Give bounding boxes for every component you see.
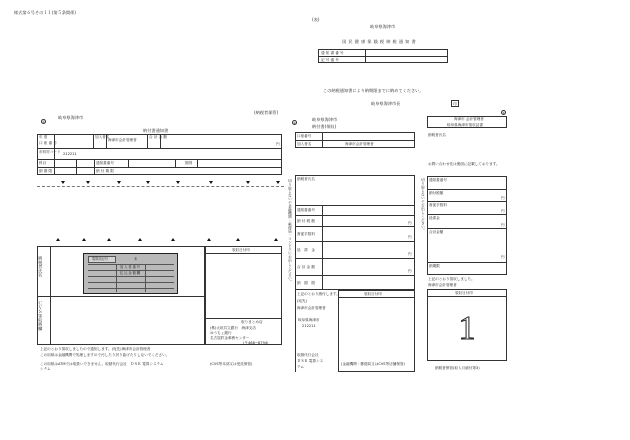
right-row-yen: 円 [501,255,505,259]
middle-row-label: 合 計 金 額 [297,265,315,269]
deadline-label: 納 期 限 [39,169,53,173]
cut-mark [171,238,175,241]
cut-mark [82,238,86,241]
front-mark: (表) [312,17,320,22]
middle-city: 岐阜県海津市 [312,117,338,122]
middle-code: 212211 [302,324,316,328]
subject-label: 科目 [39,161,47,165]
cut-mark [209,181,213,184]
middle-row-label: 延 滞 金 [297,248,315,252]
middle-account-label: 口座番号 [297,134,312,138]
right-row-label: 納付税額 [429,191,444,195]
right-payer-label: 納税者氏名 [428,133,446,137]
cut-mark [176,181,180,184]
right-row-label: 合計金額 [429,230,444,234]
left-payee-label: 加入者名 [95,135,110,139]
right-title: 海津市 会計管理者 [454,117,484,121]
circle-three: ③ [502,111,506,115]
official-seal: 印 [451,100,459,107]
middle-row-label: 督促手数料 [297,232,315,236]
cvs-label: ＣＶＳ等収納欄 [38,301,44,331]
left-footer-4: (CVS等本部又は受託保管) [210,362,253,366]
cut-mark [138,238,142,241]
right-row-yen: 円 [501,209,505,213]
middle-row-label: 納 期 限 [297,281,315,285]
middle-agent: 取納代行会社 [297,353,319,357]
right-row-yen: 円 [501,223,505,227]
left-payer-label: 納税者氏名 [38,256,44,277]
mayor-line: 岐阜県海津市長 [371,101,401,106]
municipal-code: 212211 [63,152,77,156]
middle-row-label: 納 付 税 額 [297,219,315,223]
cut-mark [246,181,250,184]
notice-title: 国 民 健 康 保 険 税 納 税 通 知 書 [342,39,417,44]
cut-mark [61,181,65,184]
symbol-number-label: 記 号 番 号 [321,57,339,62]
middle-payer-label: 納税者氏名 [297,177,315,181]
left-payee: 海津市会計管理者 [108,138,137,142]
middle-agent-2: ＤＳＫ 電算シス [297,359,324,363]
right-footer: 納税者保管(取入月値付第3) [435,366,480,370]
left-notice-number-label: 通知書番号 [96,161,114,165]
right-stamp-title: 領収日付印 [455,290,473,295]
right-question: お問い合わせ先は裏面に記載しております。 [428,162,500,166]
middle-row-yen: 円 [408,269,412,273]
fiscal-year-label: 年 度 [39,135,48,139]
circle-two: ② [293,121,297,125]
cut-mark [146,181,150,184]
account-label: 口 座 番 号 [39,141,57,145]
right-row-label: 通知書番号 [429,178,447,182]
middle-footer-note: (金融機関・郵便局又はCVS等店舗保管) [341,362,405,366]
left-city: 岐阜県海津市 [58,115,84,120]
middle-to: (宛先) [297,299,307,303]
right-receipt-to: 海津市会計管理者 [428,283,457,287]
request-line: この納税通知書により納期限までに納めてください。 [323,88,424,93]
cut-mark [274,238,278,241]
left-stamp-title: 領収日付印 [232,247,250,252]
cut-mark [207,238,211,241]
middle-to-name: 海津市会計管理者 [297,306,326,310]
payment-date-label: 納 付 期 限 [96,169,114,173]
left-total-label: 合 計 金 額 [149,135,167,139]
middle-vertical-note: 切り取らないで金融機関・郵便局・コンビニにお出しください。 [288,179,293,284]
notice-number-label: 通 知 書 番 号 [321,50,344,55]
left-keep-label: (納税者保管) [254,110,279,115]
middle-payee: 海津市会計管理者 [345,142,374,146]
right-row-label: 納期限 [429,264,440,268]
left-footer-3: この用紙はATMでは取扱いできません。取納代行会社 ＤＳＫ 電算システム [40,362,164,366]
barcode-label3: 払 込 金 額 欄 [120,271,140,275]
barcode-label2: 加 入 者 番 号 [120,265,140,269]
middle-receipt-note: 上記のとおり納付します。 [297,292,340,296]
stamp-number: 1 [458,310,476,347]
right-receipt-note: 上記のとおり領収しました。 [428,277,475,281]
left-footer-2: この用紙は金融機関で処理しますので汚したり折り曲げたりしないでください。 [40,353,170,357]
bank-1: (株)大垣共立銀行 海津支店 [210,326,256,330]
middle-agent-3: テム [297,365,305,369]
circle-one: ① [42,120,46,124]
left-total-yen: 円 [276,142,280,146]
middle-row-yen: 円 [408,235,412,239]
middle-stamp-title: 領収日付印 [364,291,382,296]
form-id: 様式第６号その１１(第５条関係) [14,10,76,15]
cut-mark [56,238,60,241]
left-footer-1: 上記のとおり領収しましたので通知します。(宛先)海津市会計管理者 [40,347,151,351]
middle-keep-label: 納付書(領収) [312,124,337,129]
right-row-label: 督促手数料 [429,203,447,207]
cut-mark [236,238,240,241]
handling-bank-label: 取りまとめ店 [241,320,263,324]
middle-payee-label: 加入者名 [297,142,312,146]
left-slip-title: 納付書通知書 [143,128,169,133]
middle-code-city: 岐阜県海津市 [298,318,320,322]
municipality-heading: 岐阜県海津市 [370,24,396,29]
cut-mark [86,181,90,184]
middle-row-yen: 円 [408,252,412,256]
cut-mark [117,181,121,184]
period-label: 期別 [185,161,193,165]
middle-stamp-box [338,290,415,372]
bank-3: 名古屋貯金事務センター [210,336,250,340]
bank-2: ゆうちょ銀行 [210,331,232,335]
right-vertical-note: 切り取らないでお出しください。 [421,178,426,232]
barcode-title: 電算用記号 [92,257,108,261]
right-row-yen: 円 [501,196,505,200]
cut-mark [107,238,111,241]
right-row-label: 延滞金 [429,216,440,220]
cut-mark [276,181,280,184]
right-subtitle: 岐阜県海津市領収証書 [447,123,483,127]
barcode-mid: 本 [134,257,138,261]
postal-code: (〒468−8794) [243,341,269,345]
municipal-code-label: 市町村コード [39,150,61,154]
middle-row-label: 通知書番号 [297,208,315,212]
middle-row-yen: 円 [408,221,412,225]
